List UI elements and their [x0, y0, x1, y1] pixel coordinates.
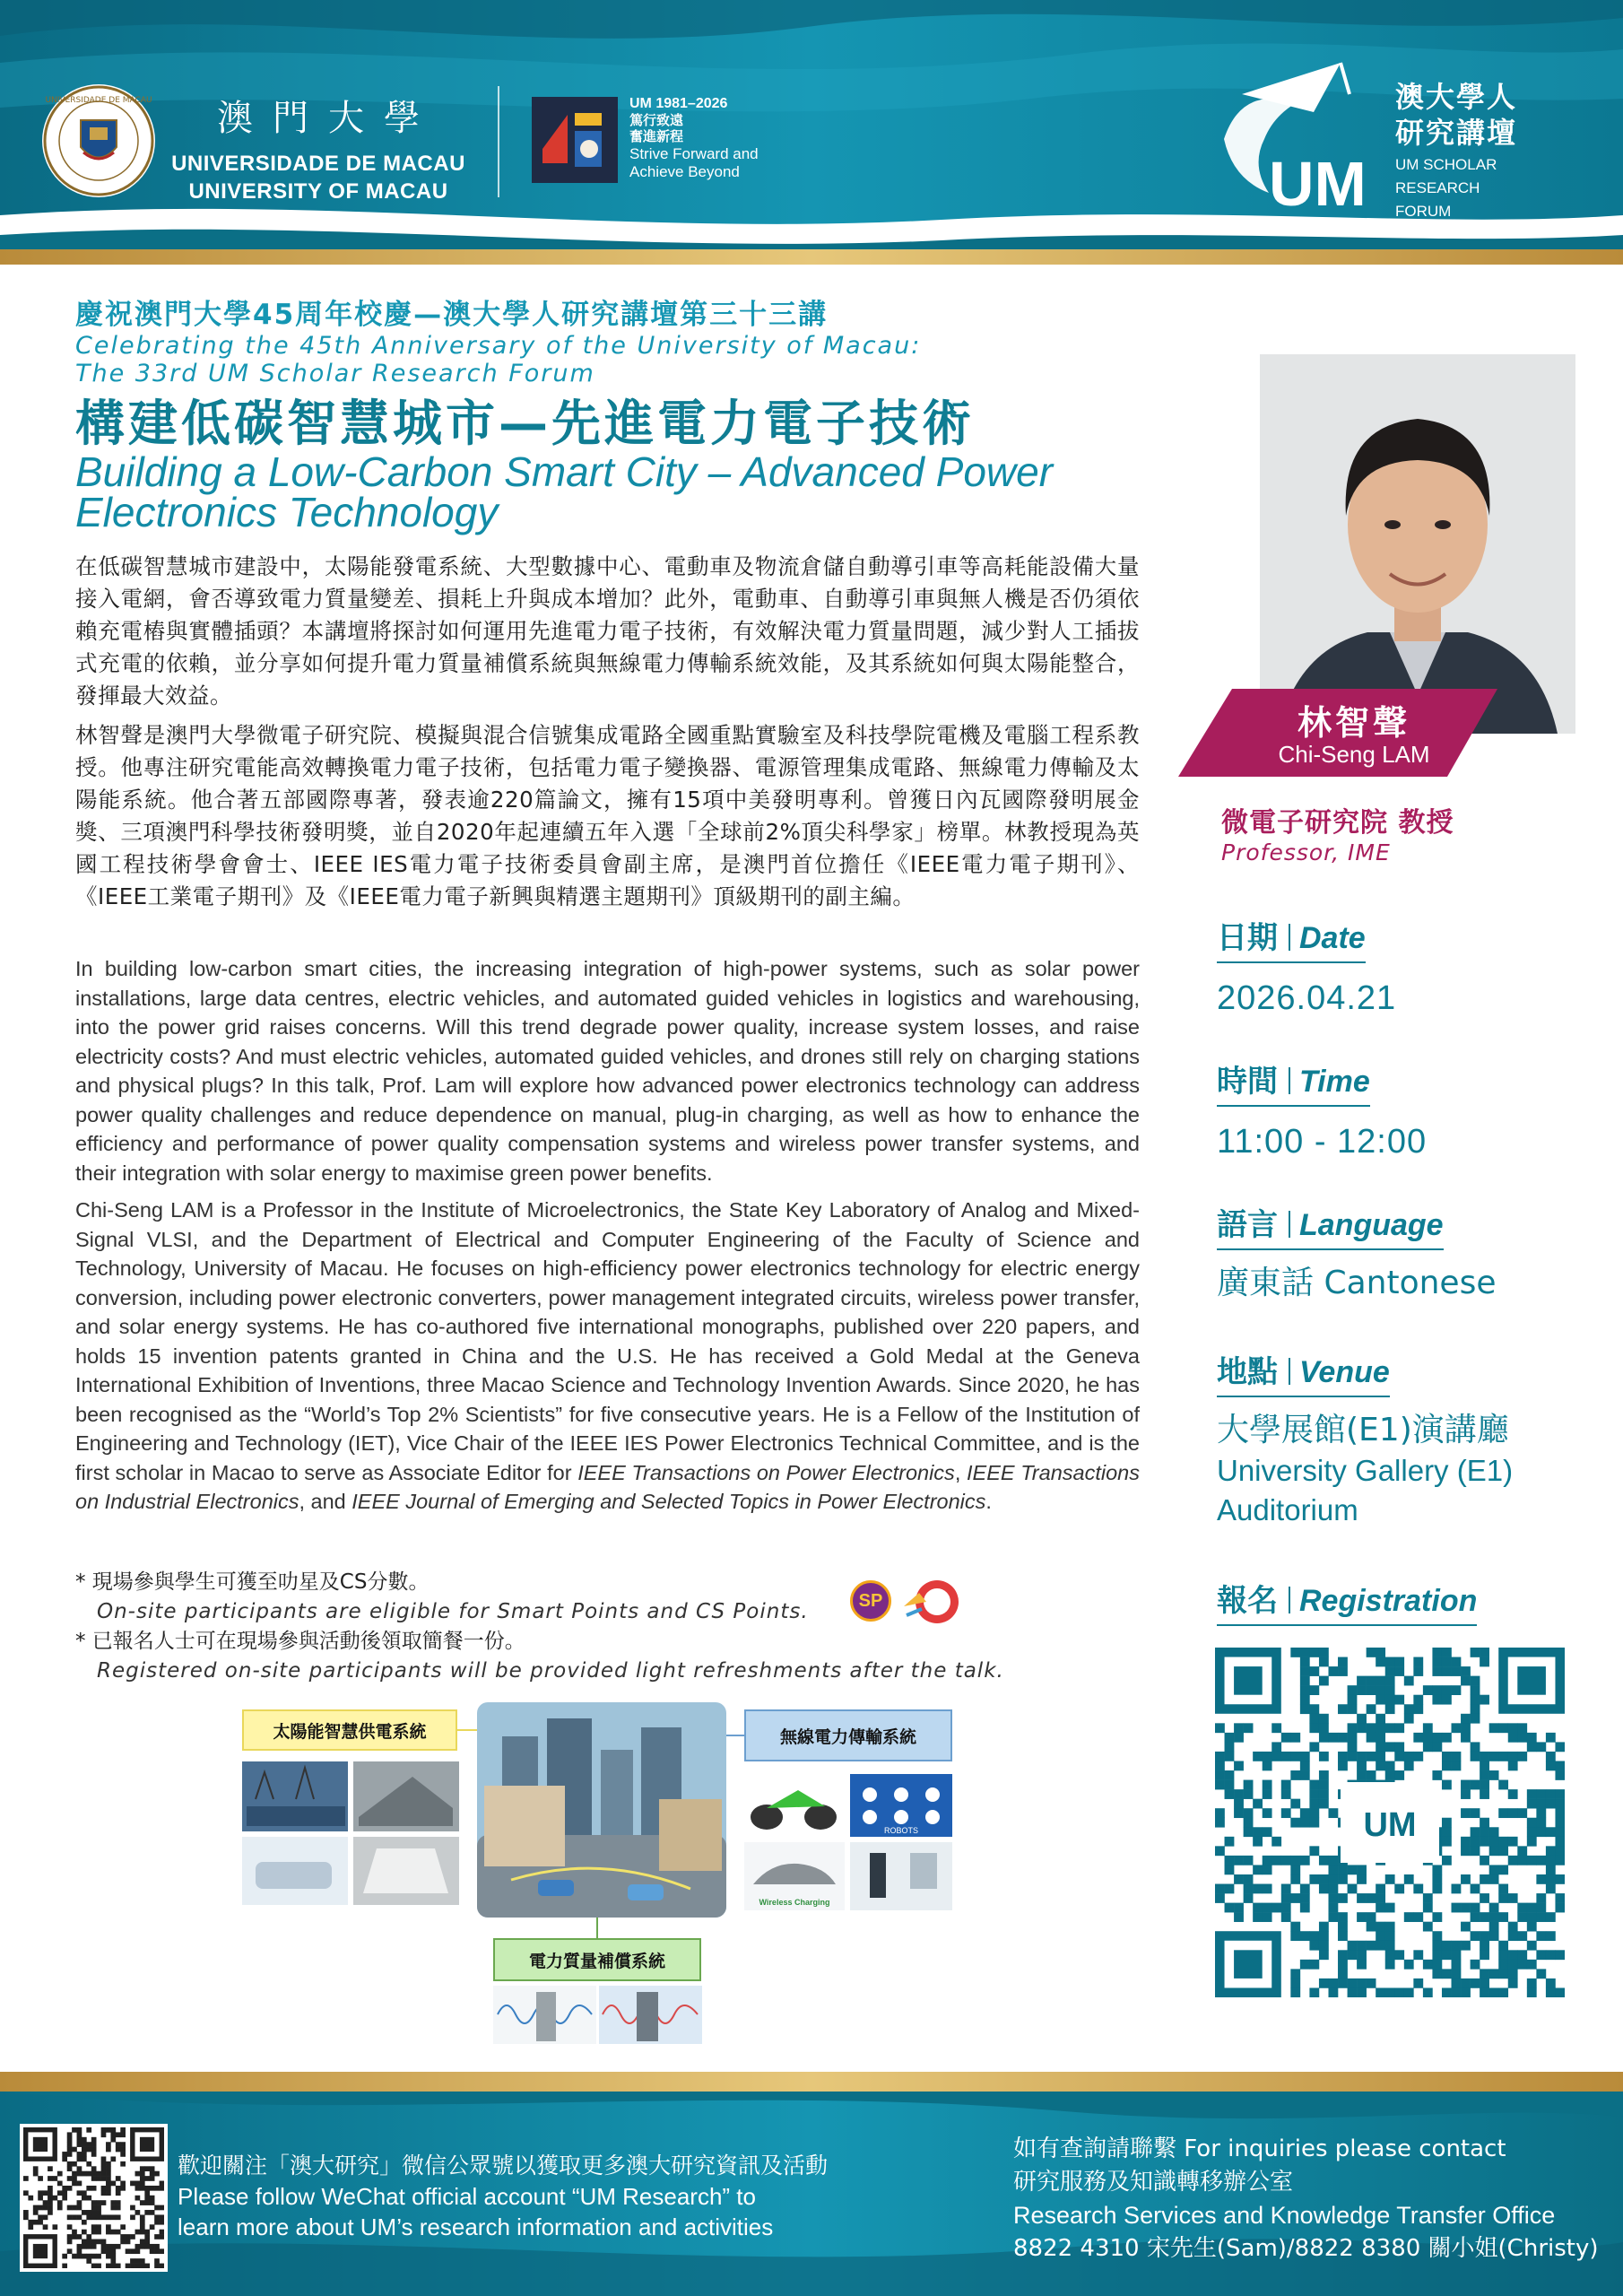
speaker-title-zh: 微電子研究院 教授 [1221, 807, 1454, 839]
note-refreshments-zh: * 已報名人士可在現場參與活動後領取簡餐一份。 [75, 1630, 525, 1653]
label-power-quality-system: 電力質量補償系統 [493, 1938, 701, 1981]
header-divider [498, 86, 499, 197]
date-label-divider [1289, 924, 1290, 951]
bio-en [75, 1196, 1140, 1517]
venue-label-en: Venue [1299, 1355, 1390, 1389]
date-heading [1217, 913, 1366, 963]
label-solar-power-system: 太陽能智慧供電系統 [242, 1709, 457, 1751]
power-systems-infographic [242, 1700, 959, 2046]
wechat-follow-zh: 歡迎關注「澳大研究」微信公眾號以獲取更多澳大研究資訊及活動 [178, 2152, 829, 2179]
abstract-zh-block [75, 551, 1140, 712]
contact-info [1013, 2133, 1599, 2266]
bio-zh: 林智聲是澳門大學微電子研究院、模擬與混合信號集成電路全國重點實驗室及科技學院電機及電腦工程系教授。他專注研究電能高效轉換電力電子技術，包括電力電子變換器、電源管理集成電路、無線電力傳輸及太陽能系統。他合著五部國際專著，發表逾220篇論文，擁有15項中美發明專利。曾獲日內瓦國際發明展金獎、三項澳門科學技術發明獎，並自2020年起連續五年入選「全球前2%頂尖科學家」榜單。林教授現為英國工程技術學會會士、IEEE IES電力電子技術委員會副主席，是澳門首位擔任《IEEE電力電子期刊》、《IEEE工業電子期刊》及《IEEE電力電子新興與精選主題期刊》頂級期刊的副主編。 [75, 722, 1140, 909]
time-label-divider [1289, 1067, 1290, 1094]
venue-heading [1217, 1347, 1390, 1397]
forum-name-en-3: FORUM [1395, 203, 1452, 220]
note-refreshments-en: Registered on-site participants will be provided light refreshments after the talk. [97, 1659, 1004, 1683]
bio-sep-1: , [954, 1460, 967, 1484]
language-value: 廣東話 Cantonese [1217, 1265, 1497, 1301]
speaker-photo [1260, 354, 1575, 734]
venue-value-en-2: Auditorium [1217, 1493, 1358, 1526]
journal-1: IEEE Transactions on Power Electronics [577, 1460, 955, 1484]
note-points-zh: * 現場參與學生可獲至叻星及CS分數。 [75, 1570, 430, 1594]
contact-line-3: Research Services and Knowledge Transfer Office [1013, 2202, 1556, 2229]
language-heading [1217, 1200, 1444, 1250]
time-value: 11:00 - 12:00 [1217, 1123, 1428, 1161]
date-block [1217, 913, 1593, 1018]
forum-name-zh-1: 澳大學人 [1395, 81, 1518, 113]
language-label-divider [1289, 1211, 1290, 1238]
time-label-zh: 時間 [1217, 1064, 1278, 1100]
date-value: 2026.04.21 [1217, 979, 1397, 1017]
anniversary-motto-zh-2: 奮進新程 [629, 129, 684, 144]
registration-qr-code[interactable] [1215, 1648, 1565, 1997]
abstract-en: In building low-carbon smart cities, the increasing integration of high-power systems, such as solar power installations, large data centres, electric vehicles, and automated guided vehicles in logistics and warehousing, into the power grid raises concerns. Will this trend degrade power quality, increase system losses, and raise electricity costs? And must electric vehicles, automated guided vehicles, and drones still rely on charging stations and physical plugs? In this talk, Prof. Lam will explore how advanced power electronics technology can address power quality challenges and reduce dependence on manual, plug-in charging, as well as how to enhance the efficiency and performance of power quality compensation systems and wireless power transfer systems, and their integration with solar energy to maximise green power benefits. [75, 957, 1140, 1185]
time-block [1217, 1057, 1593, 1161]
registration-block [1217, 1576, 1593, 1626]
event-subtitle-zh: 慶祝澳門大學45周年校慶—澳大學人研究講壇第三十三講 [75, 299, 829, 331]
speaker-title-en: Professor, IME [1221, 839, 1391, 865]
anniversary-motto-zh-1: 篤行致遠 [629, 113, 684, 128]
registration-label-en: Registration [1299, 1584, 1478, 1618]
event-titles [75, 298, 1151, 533]
registration-label-divider [1289, 1587, 1290, 1613]
wechat-qr-code[interactable] [20, 2124, 168, 2272]
forum-name-en-2: RESEARCH [1395, 179, 1480, 196]
participant-notes [75, 1568, 1151, 1686]
wechat-follow-text [178, 2151, 828, 2242]
bio-sep-2: , and [299, 1490, 352, 1513]
contact-line-2: 研究服務及知識轉移辦公室 [1013, 2169, 1294, 2196]
bio-end: . [985, 1490, 992, 1513]
contact-line-4: 8822 4310 宋先生(Sam)/8822 8380 關小姐(Christy) [1013, 2235, 1599, 2262]
bio-zh-block [75, 719, 1140, 913]
language-label-zh: 語言 [1217, 1207, 1278, 1243]
event-title-en-1: Building a Low-Carbon Smart City – Advanced Power [75, 448, 1054, 495]
header-banner [0, 0, 1623, 265]
anniversary-motto-en-2: Achieve Beyond [629, 163, 740, 180]
date-label-zh: 日期 [1217, 920, 1278, 956]
date-label-en: Date [1299, 921, 1366, 955]
seal-lettering: UNIVERSIDADE DE MACAU [45, 96, 152, 105]
forum-name-zh-2: 研究講壇 [1395, 117, 1518, 149]
note-points-en: On-site participants are eligible for Smart Points and CS Points. [97, 1600, 809, 1623]
anniversary-years: UM 1981–2026 [629, 96, 728, 111]
wireless-charging-caption: Wireless Charging [759, 1898, 830, 1907]
language-block [1217, 1200, 1593, 1304]
registration-heading [1217, 1576, 1477, 1626]
venue-label-zh: 地點 [1217, 1354, 1278, 1390]
journal-2: IEEE Transactions on Industrial Electronics [75, 1460, 1140, 1513]
university-name-zh: 澳門大學 [217, 98, 439, 139]
registration-label-zh: 報名 [1217, 1583, 1278, 1619]
qr-center-logo: UM [1363, 1806, 1417, 1844]
anniversary-motto-en-1: Strive Forward and [629, 145, 759, 162]
abstract-zh: 在低碳智慧城市建設中，太陽能發電系統、大型數據中心、電動車及物流倉儲自動導引車等高耗能設備大量接入電網，會否導致電力質量變差、損耗上升與成本增加？此外，電動車、自動導引車與無人機是否仍須依賴充電樁與實體插頭？本講壇將探討如何運用先進電力電子技術，有效解決電力質量問題，減少對人工插拔式充電的依賴，並分享如何提升電力質量補償系統與無線電力傳輸系統效能，及其系統如何與太陽能整合，發揮最大效益。 [75, 553, 1140, 709]
wechat-follow-en-1: Please follow WeChat official account “UM Research” to [178, 2183, 756, 2210]
bio-en-block [75, 1196, 1140, 1517]
label-wireless-power-system: 無線電力傳輸系統 [744, 1709, 952, 1761]
cs-points-badge-icon [899, 1575, 962, 1627]
forum-name-en-1: UM SCHOLAR [1395, 156, 1497, 173]
speaker-name-en: Chi-Seng LAM [1278, 741, 1430, 768]
footer-banner [0, 2072, 1623, 2296]
event-subtitle-en-1: Celebrating the 45th Anniversary of the University of Macau: [75, 332, 922, 360]
event-title-en-2: Electronics Technology [75, 489, 499, 535]
university-name [170, 90, 466, 205]
bio-en-main: Chi-Seng LAM is a Professor in the Institute of Microelectronics, the State Key Laboratory of Analog and Mixed-Signal VLSI, and the Department of Electrical and Computer Engineering of the Faculty of Science and Technology, University of Macau. He focuses on high-efficiency power electronics technology for electric energy conversion, including power electronic converters, power management integrated circuits, wireless power transfer, and solar energy systems. He has co-authored five international monographs, published over 220 papers, and holds 15 invention patents granted in China and the U.S. He has received a Gold Medal at the Geneva International Exhibition of Inventions, three Macao Science and Technology Invention Awards. Since 2020, he has been recognised as the “World’s Top 2% Scientists” for five consecutive years. He is a Fellow of the Institution of Engineering and Technology (IET), Vice Chair of the IEEE IES Power Electronics Technical Committee, and is the first scholar in Macao to serve as Associate Editor for [75, 1198, 1140, 1484]
venue-block [1217, 1347, 1593, 1530]
venue-label-divider [1289, 1358, 1290, 1385]
university-seal-logo [40, 83, 157, 199]
contact-line-1: 如有查詢請聯繫 For inquiries please contact [1013, 2135, 1506, 2162]
event-title-zh: 構建低碳智慧城市—先進電力電子技術 [75, 395, 976, 452]
robots-caption: ROBOTS [883, 1826, 919, 1835]
wechat-follow-en-2: learn more about UM’s research information and activities [178, 2213, 774, 2240]
time-label-en: Time [1299, 1065, 1370, 1099]
forum-name [1395, 79, 1517, 221]
anniversary-45-logo [532, 97, 618, 183]
university-name-en: UNIVERSITY OF MACAU [188, 179, 448, 204]
forum-logo-um: UM [1269, 149, 1367, 219]
journal-3: IEEE Journal of Emerging and Selected Topics in Power Electronics [352, 1490, 986, 1513]
venue-value-en-1: University Gallery (E1) [1217, 1454, 1514, 1487]
venue-value-zh: 大學展館(E1)演講廳 [1217, 1412, 1509, 1448]
time-heading [1217, 1057, 1370, 1107]
abstract-en-block [75, 954, 1140, 1187]
smart-points-badge: SP [850, 1580, 891, 1622]
language-label-en: Language [1299, 1208, 1444, 1242]
anniversary-text [629, 95, 759, 181]
event-subtitle-en-2: The 33rd UM Scholar Research Forum [75, 360, 595, 387]
university-name-pt: UNIVERSIDADE DE MACAU [171, 152, 465, 176]
speaker-name-zh: 林智聲 [1297, 703, 1410, 743]
